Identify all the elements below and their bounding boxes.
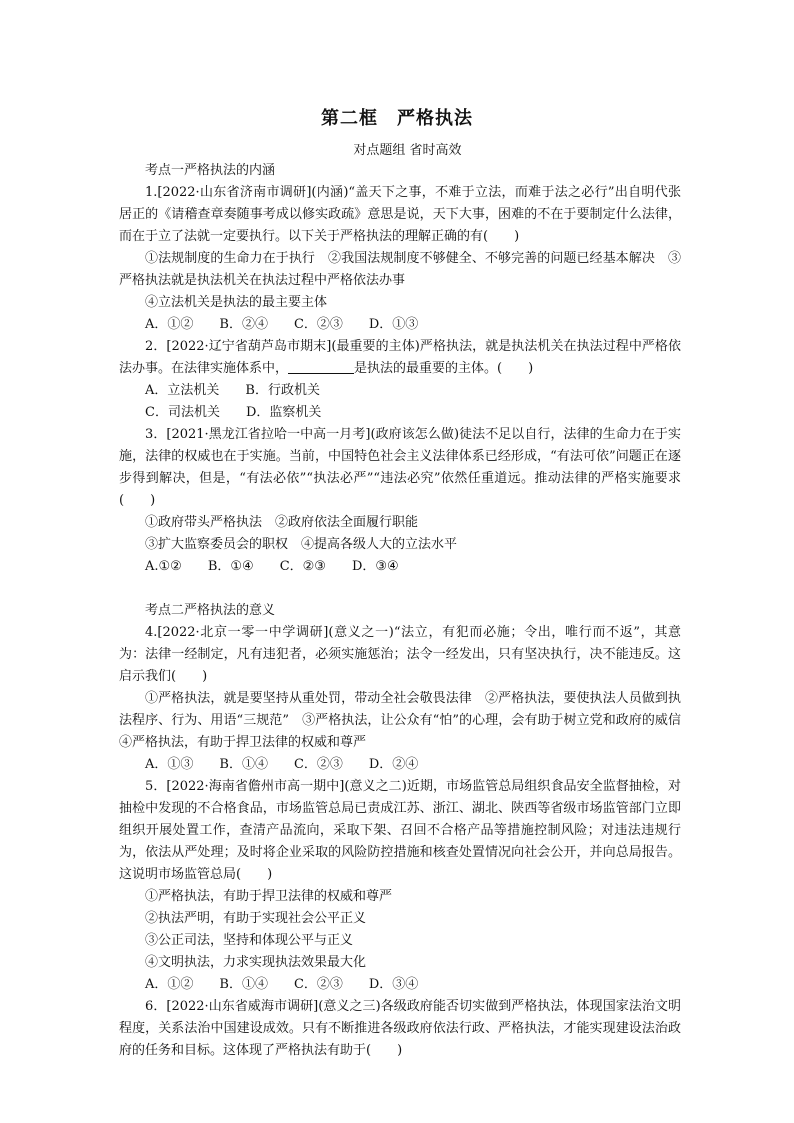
section-heading-1: 考点一严格执法的内涵: [145, 163, 276, 178]
question-2-options-row-1: A．立法机关 B．行政机关: [145, 383, 320, 398]
question-5-statement-3: ③公正司法，坚持和体现公平与正义: [145, 933, 354, 948]
question-1-stem: 1.[2022·山东省济南市调研](内涵)“盖天下之事，不难于立法，而难于法之必行”出自明代张居正的《请稽查章奏随事考成以修实政疏》意思是说，天下大事，困难的不在于要制定什么法律，而在于立了法就一定要执行。以下关于严格执法的理解正确的有( ): [119, 185, 681, 244]
question-1-options: A．①② B．②④ C．②③ D．①③: [145, 317, 419, 332]
question-2-stem: [119, 336, 681, 380]
question-content: [119, 160, 695, 1062]
question-2-stem-part-b: 是执法的最重要的主体。( ): [354, 361, 534, 376]
question-5-statement-4: ④文明执法，力求实现执法效果最大化: [145, 955, 367, 970]
page-title: 第二框 严格执法: [321, 108, 473, 129]
question-3-statement-row-2: ③扩大监察委员会的职权 ④提高各级人大的立法水平: [145, 537, 458, 552]
question-2-stem-part-a: 2．[2022·辽宁省葫芦岛市期末](最重要的主体)严格执法，就是执法机关在执法过程中严格依法办事。在法律实施体系中，: [119, 339, 681, 376]
question-5-statement-1: ①严格执法，有助于捍卫法律的权威和尊严: [145, 889, 393, 904]
question-6-stem: 6．[2022·山东省威海市调研](意义之三)各级政府能否切实做到严格执法，体现国家法治文明程度，关系法治中国建设成效。只有不断推进各级政府依法行政、严格执法，才能实现建设法治政府的任务和目标。这体现了严格执法有助于( ): [119, 999, 681, 1058]
question-3-statement-row-1: ①政府带头严格执法 ②政府依法全面履行职能: [145, 515, 419, 530]
question-1-statement-4: ④立法机关是执法的最主要主体: [145, 295, 328, 310]
question-3-options: A.①② B．①④ C．②③ D．③④: [145, 559, 399, 574]
question-3-stem: 3．[2021·黑龙江省拉哈一中高一月考](政府该怎么做)徒法不足以自行，法律的生命力在于实施，法律的权威也在于实施。当前，中国特色社会主义法律体系已经形成，“有法可依”问题正在逐步得到解决，但是，“有法必依”“执法必严”“违法必究”依然任重道远。推动法律的严格实施要求( ): [119, 427, 681, 508]
question-1-statements: ①法规制度的生命力在于执行 ②我国法规制度不够健全、不够完善的问题已经基本解决 ③严格执法就是执法机关在执法过程中严格依法办事: [119, 251, 681, 288]
page-subtitle: 对点题组 省时高效: [353, 143, 462, 158]
question-5-statement-2: ②执法严明，有助于实现社会公平正义: [145, 911, 367, 926]
question-4-stem: 4.[2022·北京一零一中学调研](意义之一)“法立，有犯而必施；令出，唯行而不返”，其意为：法律一经制定，凡有违犯者，必须实施惩治；法令一经发出，只有坚决执行，决不能违反。这启示我们( ): [119, 625, 681, 684]
question-4-options: A．①③ B．①④ C．②③ D．②④: [145, 757, 419, 772]
question-5-options: A．①② B．①④ C．②③ D．③④: [145, 977, 419, 992]
question-4-statements: ①严格执法，就是要坚持从重处罚，带动全社会敬畏法律 ②严格执法，要使执法人员做到执法程序、行为、用语“三规范” ③严格执法，让公众有“怕”的心理，会有助于树立党和政府的威信 ④严格执法，有助于捍卫法律的权威和尊严: [119, 691, 695, 750]
section-gap: [119, 578, 681, 600]
question-5-stem: 5．[2022·海南省儋州市高一期中](意义之二)近期，市场监管总局组织食品安全监督抽检，对抽检中发现的不合格食品，市场监管总局已责成江苏、浙江、湖北、陕西等省级市场监管部门立即组织开展处置工作，查清产品流向，采取下架、召回不合格产品等措施控制风险；对违法违规行为，依法从严处理；及时将企业采取的风险防控措施和核查处置情况向社会公开，并向总局报告。这说明市场监管总局( ): [119, 779, 681, 882]
question-2-options-row-2: C．司法机关 D．监察机关: [145, 405, 322, 420]
answer-blank: [288, 359, 354, 374]
section-heading-2: 考点二严格执法的意义: [145, 603, 276, 618]
